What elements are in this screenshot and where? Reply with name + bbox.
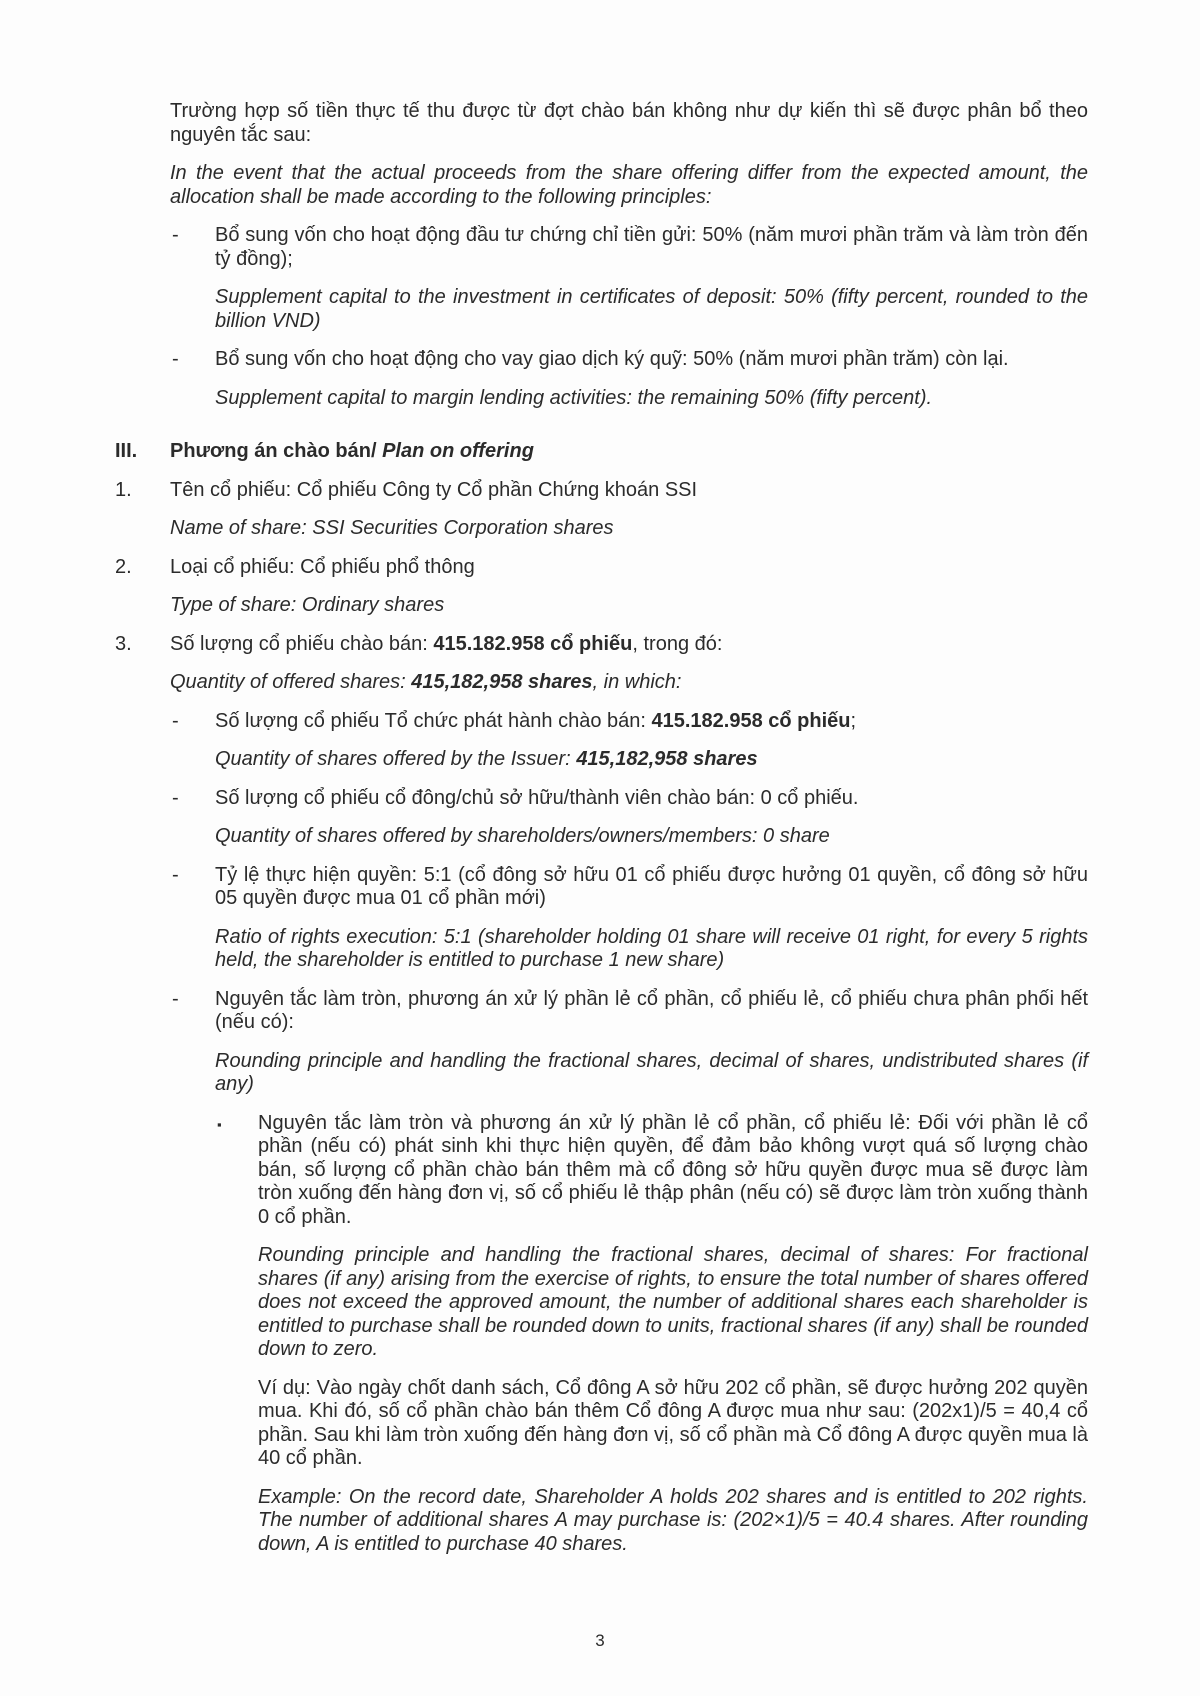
item-1-vi: Tên cổ phiếu: Cổ phiếu Công ty Cổ phần Chứng khoán SSI [170, 478, 698, 501]
dash-bullet-icon: - [172, 224, 179, 246]
issuer-quantity-vi: 415.182.958 cổ phiếu [651, 709, 851, 732]
item-1-row [115, 478, 1088, 503]
text-segment: ; [850, 709, 857, 732]
document-content [115, 100, 1088, 1571]
section-heading [115, 440, 1088, 464]
item-3-row [115, 632, 1088, 657]
dash-bullet-icon: - [172, 786, 179, 809]
detail-shareholder-quantity-vi: Số lượng cổ phiếu cổ đông/chủ sở hữu/thành viên chào bán: 0 cổ phiếu. [215, 786, 859, 809]
example-paragraph-en: Example: On the record date, Shareholder A holds 202 shares and is entitled to 202 rights. The number of additional shares A may purchase is: (202×1)/5 = 40.4 shares. After rounding down, A is entitled to purchase 40 shares. [258, 1485, 1088, 1555]
text-segment: Quantity of offered shares: [170, 671, 412, 693]
rounding-detail-bullet [170, 1112, 1088, 1230]
dash-bullet-icon: - [172, 987, 179, 1010]
rounding-detail-en: Rounding principle and handling the fractional shares, decimal of shares: For fractional shares (if any) arising from the exercise of rights, to ensure the total number of shares offered does not exceed the approved amount, the number of additional shares each shareholder is entitled to purchase shall be rounded down to units, fractional shares (if any) shall be rounded down to zero. [258, 1244, 1088, 1360]
dash-bullet-icon: - [172, 709, 179, 732]
detail-issuer-quantity [170, 710, 1088, 734]
section-title [170, 440, 1088, 464]
square-bullet-icon: ▪ [217, 1116, 222, 1132]
item-2-row [115, 555, 1088, 580]
offered-quantity-en: 415,182,958 shares [411, 671, 593, 693]
allocation-bullet-margin [170, 348, 1088, 372]
detail-shareholder-quantity-en: Quantity of shares offered by shareholders/owners/members: 0 share [215, 825, 830, 847]
section-numeral: III. [115, 440, 138, 462]
detail-issuer-quantity-en [215, 748, 1088, 772]
detail-rights-ratio [170, 864, 1088, 911]
detail-rounding-principle [170, 988, 1088, 1035]
item-3-number: 3. [115, 632, 132, 655]
detail-rights-ratio-vi: Tỷ lệ thực hiện quyền: 5:1 (cổ đông sở hữu 01 cổ phiếu được hưởng 01 quyền, cổ đông sở hữu 05 quyền được mua 01 cổ phần mới) [215, 863, 1088, 909]
allocation-bullet-margin-en: Supplement capital to margin lending activities: the remaining 50% (fifty percent). [215, 386, 933, 409]
item-2-number: 2. [115, 555, 132, 578]
page-number: 3 [595, 1631, 605, 1650]
allocation-bullet-deposit-en: Supplement capital to the investment in certificates of deposit: 50% (fifty percent, rounded to the billion VND) [215, 286, 1088, 332]
allocation-bullet-deposit [170, 224, 1088, 271]
item-2-en: Type of share: Ordinary shares [170, 594, 445, 616]
detail-rounding-principle-vi: Nguyên tắc làm tròn, phương án xử lý phần lẻ cổ phần, cổ phiếu lẻ, cổ phiếu chưa phân phối hết (nếu có): [215, 987, 1088, 1033]
text-segment: , trong đó: [632, 632, 723, 655]
offered-quantity-vi: 415.182.958 cổ phiếu [433, 632, 633, 655]
detail-shareholder-quantity [170, 787, 1088, 811]
item-2-vi: Loại cổ phiếu: Cổ phiếu phổ thông [170, 555, 475, 578]
section-title-vi: Phương án chào bán/ [170, 440, 377, 462]
detail-rights-ratio-en: Ratio of rights execution: 5:1 (shareholder holding 01 share will receive 01 right, for every 5 rights held, the shareholder is entitled to purchase 1 new share) [215, 925, 1088, 971]
allocation-bullet-margin-vi: Bổ sung vốn cho hoạt động cho vay giao dịch ký quỹ: 50% (năm mươi phần trăm) còn lại. [215, 348, 1009, 370]
text-segment: Số lượng cổ phiếu Tổ chức phát hành chào bán: [215, 709, 652, 732]
item-1-number: 1. [115, 478, 132, 501]
example-paragraph-vi: Ví dụ: Vào ngày chốt danh sách, Cổ đông A sở hữu 202 cổ phần, sẽ được hưởng 202 quyền mua. Khi đó, số cổ phần chào bán thêm Cổ đông A được mua như sau: (202x1)/5 = 40,4 cổ phần. Sau khi làm tròn xuống đến hàng đơn vị, số cổ phần mà Cổ đông A được quyền mua là 40 cổ phần. [258, 1376, 1088, 1469]
item-3-vi [170, 633, 1088, 657]
issuer-quantity-en: 415,182,958 shares [576, 748, 758, 770]
text-segment: , in which: [592, 671, 682, 693]
rounding-detail-vi: Nguyên tắc làm tròn và phương án xử lý phần lẻ cổ phần, cổ phiếu lẻ: Đối với phần lẻ cổ phần (nếu có) phát sinh khi thực hiện quyền, để đảm bảo không vượt quá số lượng chào bán, số lượng cổ phần chào bán thêm mà cổ đông sở hữu quyền được mua sẽ được làm tròn xuống đến hàng đơn vị, số cổ phiếu lẻ thập phân (nếu có) sẽ được làm tròn xuống thành 0 cổ phần. [258, 1111, 1088, 1228]
item-3-en [170, 671, 1088, 695]
dash-bullet-icon: - [172, 348, 179, 370]
allocation-bullet-deposit-vi: Bổ sung vốn cho hoạt động đầu tư chứng chỉ tiền gửi: 50% (năm mươi phần trăm và làm tròn đến tỷ đồng); [215, 224, 1088, 270]
dash-bullet-icon: - [172, 863, 179, 886]
text-segment: Quantity of shares offered by the Issuer: [215, 748, 577, 770]
intro-paragraph-en: In the event that the actual proceeds from the share offering differ from the expected amount, the allocation shall be made according to the following principles: [170, 162, 1088, 208]
text-segment: Số lượng cổ phiếu chào bán: [170, 632, 434, 655]
section-title-en: Plan on offering [382, 440, 534, 462]
intro-paragraph-vi: Trường hợp số tiền thực tế thu được từ đợt chào bán không như dự kiến thì sẽ được phân bổ theo nguyên tắc sau: [170, 100, 1088, 146]
detail-rounding-principle-en: Rounding principle and handling the fractional shares, decimal of shares, undistributed shares (if any) [215, 1049, 1088, 1095]
detail-issuer-quantity-vi [215, 710, 1088, 734]
item-1-en: Name of share: SSI Securities Corporation shares [170, 517, 614, 539]
